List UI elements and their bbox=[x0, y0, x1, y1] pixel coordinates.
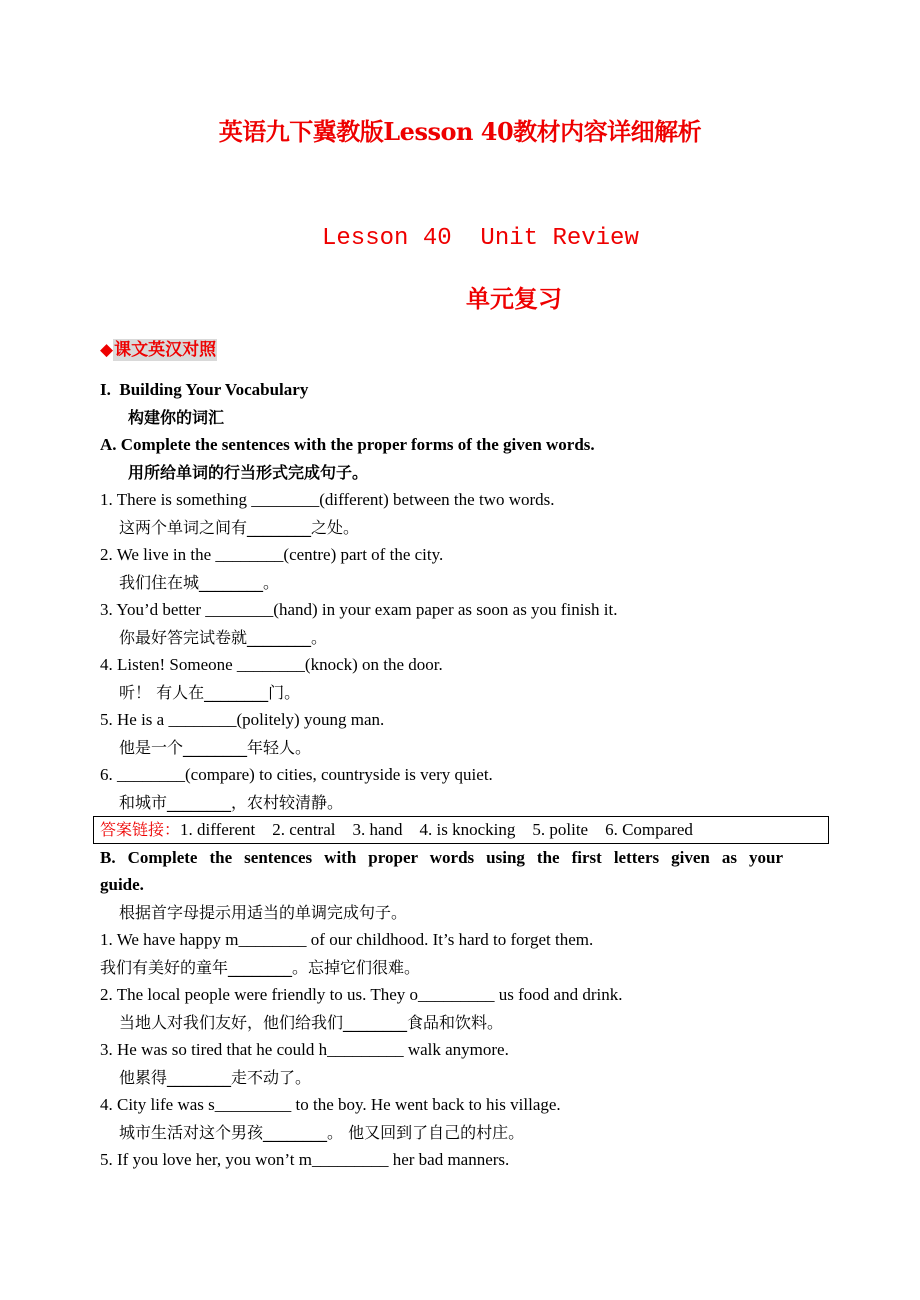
exercise-item: 4. Listen! Someone ________(knock) on the door. bbox=[100, 655, 443, 674]
exercise-translation: 城市生活对这个男孩________。 他又回到了自己的村庄。 bbox=[119, 1122, 525, 1142]
exercise-item: 2. The local people were friendly to us. They o_________ us food and drink. bbox=[100, 985, 623, 1004]
part1-title-zh: 构建你的词汇 bbox=[128, 407, 225, 427]
exercise-item: 4. City life was s_________ to the boy. He went back to his village. bbox=[100, 1095, 561, 1114]
exercise-item: 1. There is something ________(different) between the two words. bbox=[100, 490, 555, 509]
section-marker-label: 课文英汉对照 bbox=[114, 340, 217, 360]
exercise-item: 5. If you love her, you won’t m_________ her bad manners. bbox=[100, 1150, 510, 1169]
document-title: 英语九下冀教版Lesson 40教材内容详细解析 bbox=[218, 117, 702, 146]
exercise-translation: 你最好答完试卷就________。 bbox=[119, 627, 328, 647]
partA-title-zh: 用所给单词的行当形式完成句子。 bbox=[128, 462, 369, 482]
part1-title: I. Building Your Vocabulary bbox=[100, 380, 309, 399]
section-marker bbox=[100, 335, 217, 360]
exercise-item: 5. He is a ________(politely) young man. bbox=[100, 710, 385, 729]
answer-text: 1. different 2. central 3. hand 4. is knocking 5. polite 6. Compared bbox=[180, 820, 693, 839]
partB-title: B. Complete the sentences with proper words using the first letters given as your bbox=[100, 847, 783, 867]
partA-title: A. Complete the sentences with the proper forms of the given words. bbox=[100, 435, 595, 454]
exercise-item: 3. You’d better ________(hand) in your exam paper as soon as you finish it. bbox=[100, 600, 618, 619]
document-body bbox=[100, 376, 800, 1174]
exercise-translation: 他累得________走不动了。 bbox=[119, 1067, 312, 1087]
partB-title-cont: guide. bbox=[100, 875, 144, 894]
exercise-translation: 当地人对我们友好，他们给我们________食品和饮料。 bbox=[119, 1012, 504, 1032]
exercise-translation: 听！ 有人在________门。 bbox=[119, 682, 301, 702]
exercise-translation: 这两个单词之间有________之处。 bbox=[119, 517, 360, 537]
exercise-item: 2. We live in the ________(centre) part of the city. bbox=[100, 545, 444, 564]
partB-title-zh: 根据首字母提示用适当的单调完成句子。 bbox=[119, 902, 408, 922]
exercise-item: 1. We have happy m________ of our childhood. It’s hard to forget them. bbox=[100, 930, 594, 949]
exercise-translation: 他是一个________年轻人。 bbox=[119, 737, 312, 757]
exercise-item: 6. ________(compare) to cities, countryside is very quiet. bbox=[100, 765, 493, 784]
exercise-translation: 我们住在城________。 bbox=[119, 572, 280, 592]
lesson-heading: Lesson 40 Unit Review bbox=[322, 225, 639, 252]
lesson-subheading: 单元复习 bbox=[466, 285, 562, 313]
exercise-translation: 我们有美好的童年________。忘掉它们很难。 bbox=[100, 957, 421, 977]
answer-label: 答案链接： bbox=[100, 820, 181, 839]
exercise-item: 3. He was so tired that he could h_________ walk anymore. bbox=[100, 1040, 509, 1059]
exercise-translation: 和城市________，农村较清静。 bbox=[119, 792, 344, 812]
answer-box bbox=[93, 816, 829, 844]
diamond-icon: ◆ bbox=[100, 340, 114, 360]
